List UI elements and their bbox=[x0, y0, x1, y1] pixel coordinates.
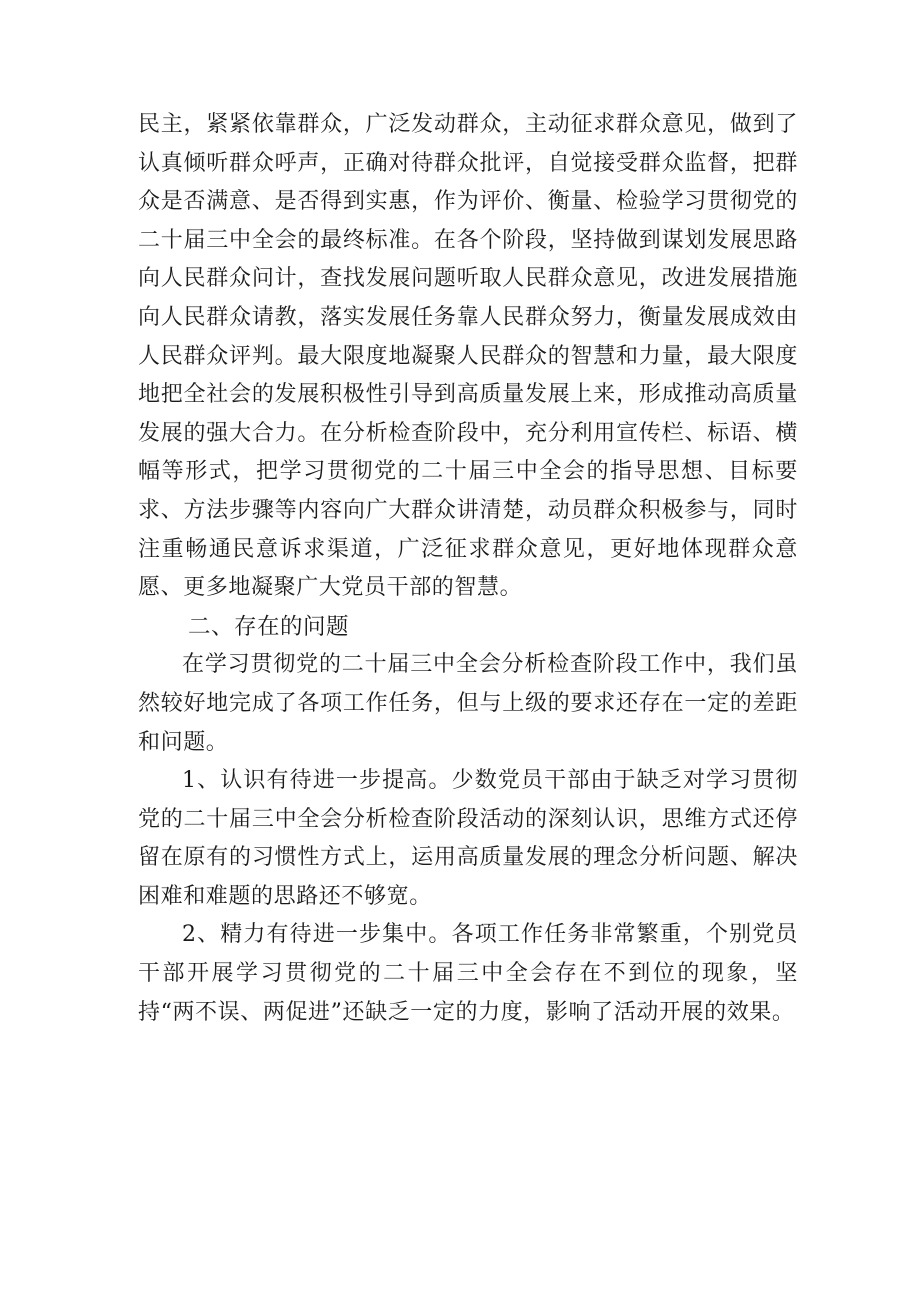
body-paragraph-intro: 在学习贯彻党的二十届三中全会分析检查阶段工作中，我们虽然较好地完成了各项工作任务，但与上级的要求还存在一定的差距和问题。 bbox=[138, 652, 798, 755]
document-page bbox=[138, 106, 798, 1032]
body-paragraph-continuation: 民主，紧紧依靠群众，广泛发动群众，主动征求群众意见，做到了认真倾听群众呼声，正确对待群众批评，自觉接受群众监督，把群众是否满意、是否得到实惠，作为评价、衡量、检验学习贯彻党的二十届三中全会的最终标准。在各个阶段，坚持做到谋划发展思路向人民群众问计，查找发展问题听取人民群众意见，改进发展措施向人民群众请教，落实发展任务靠人民群众努力，衡量发展成效由人民群众评判。最大限度地凝聚人民群众的智慧和力量，最大限度地把全社会的发展积极性引导到高质量发展上来，形成推动高质量发展的强大合力。在分析检查阶段中，充分利用宣传栏、标语、横幅等形式，把学习贯彻党的二十届三中全会的指导思想、目标要求、方法步骤等内容向广大群众讲清楚，动员群众积极参与，同时注重畅通民意诉求渠道，广泛征求群众意见，更好地体现群众意愿、更多地凝聚广大党员干部的智慧。 bbox=[138, 112, 798, 601]
body-paragraph-issue-1: 1、认识有待进一步提高。少数党员干部由于缺乏对学习贯彻党的二十届三中全会分析检查阶段活动的深刻认识，思维方式还停留在原有的习惯性方式上，运用高质量发展的理念分析问题、解决困难和难题的思路还不够宽。 bbox=[138, 768, 798, 909]
body-paragraph-issue-2: 2、精力有待进一步集中。各项工作任务非常繁重，个别党员干部开展学习贯彻党的二十届三中全会存在不到位的现象，坚持“两不误、两促进”还缺乏一定的力度，影响了活动开展的效果。 bbox=[138, 922, 798, 1025]
section-heading-issues: 二、存在的问题 bbox=[188, 613, 350, 640]
